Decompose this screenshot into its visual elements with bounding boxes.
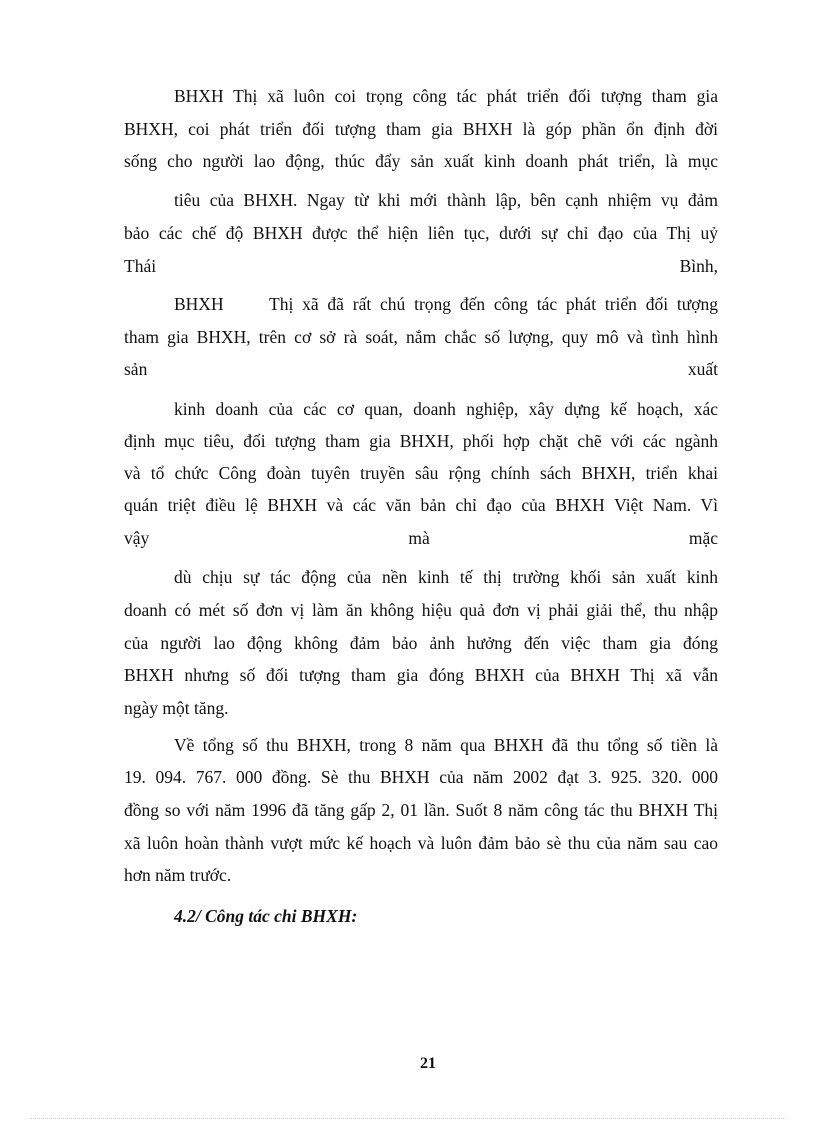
text-line: hơn năm trước. xyxy=(124,865,232,885)
text-line: tiêu của BHXH. Ngay từ khi mới thành lập, bên cạnh nhiệm vụ đảm xyxy=(174,190,718,210)
text-line: tham gia BHXH, trên cơ sở rà soát, nắm chắc số lượng, quy mô và tình hình xyxy=(124,327,718,347)
text-line: và tổ chức Công đoàn tuyên truyền sâu rộng chính sách BHXH, triển khai xyxy=(124,463,718,483)
text-line: định mục tiêu, đối tượng tham gia BHXH, phối hợp chặt chẽ với các ngành xyxy=(124,431,718,451)
text-line: sống cho người lao động, thúc đẩy sản xuất kinh doanh phát triển, là mục xyxy=(124,151,718,171)
text-line: BHXH Thị xã luôn coi trọng công tác phát triển đối tượng tham gia xyxy=(174,86,718,106)
text-word: Bình, xyxy=(679,256,718,276)
text-line xyxy=(124,255,718,277)
text-line: bảo các chế độ BHXH được thể hiện liên tục, dưới sự chỉ đạo của Thị uỷ xyxy=(124,223,718,243)
text-line: ngày một tăng. xyxy=(124,698,229,718)
page-bottom-divider xyxy=(30,1118,786,1119)
text-word: Thái xyxy=(124,256,157,276)
text-line: đồng so với năm 1996 đã tăng gấp 2, 01 lần. Suốt 8 năm công tác thu BHXH Thị xyxy=(124,800,718,820)
section-heading: 4.2/ Công tác chi BHXH: xyxy=(174,906,358,926)
page-number: 21 xyxy=(420,1055,436,1072)
text-line xyxy=(124,358,718,380)
text-line xyxy=(124,527,718,549)
text-word: mặc xyxy=(688,528,718,548)
text-line: quán triệt điều lệ BHXH và các văn bản chỉ đạo của BHXH Việt Nam. Vì xyxy=(124,495,718,515)
text-line: BHXH, coi phát triển đối tượng tham gia BHXH là góp phần ổn định đời xyxy=(124,119,718,139)
text-word: BHXH xyxy=(174,294,224,314)
text-line: 19. 094. 767. 000 đồng. Sè thu BHXH của năm 2002 đạt 3. 925. 320. 000 xyxy=(124,767,718,787)
text-line: của người lao động không đảm bảo ảnh hưởng đến việc tham gia đóng xyxy=(124,633,718,653)
text-line: xã luôn hoàn thành vượt mức kế hoạch và luôn đảm bảo sè thu của năm sau cao xyxy=(124,833,718,853)
text-line: Về tổng số thu BHXH, trong 8 năm qua BHXH đã thu tổng số tiền là xyxy=(174,735,718,755)
text-word: xuất xyxy=(687,359,718,379)
text-line: doanh có mét số đơn vị làm ăn không hiệu quả đơn vị phải giải thể, thu nhập xyxy=(124,600,718,620)
text-word: sản xyxy=(124,359,148,379)
text-word: mà xyxy=(408,528,430,548)
text-line: kinh doanh của các cơ quan, doanh nghiệp, xây dựng kế hoạch, xác xyxy=(174,399,718,419)
text-word: vậy xyxy=(124,528,150,548)
text-word: Thị xã đã rất chú trọng đến công tác phát triển đối tượng xyxy=(269,294,718,314)
text-line: BHXH nhưng số đối tượng tham gia đóng BHXH của BHXH Thị xã vẫn xyxy=(124,665,718,685)
text-line: dù chịu sự tác động của nền kinh tế thị trường khối sản xuất kinh xyxy=(174,567,718,587)
